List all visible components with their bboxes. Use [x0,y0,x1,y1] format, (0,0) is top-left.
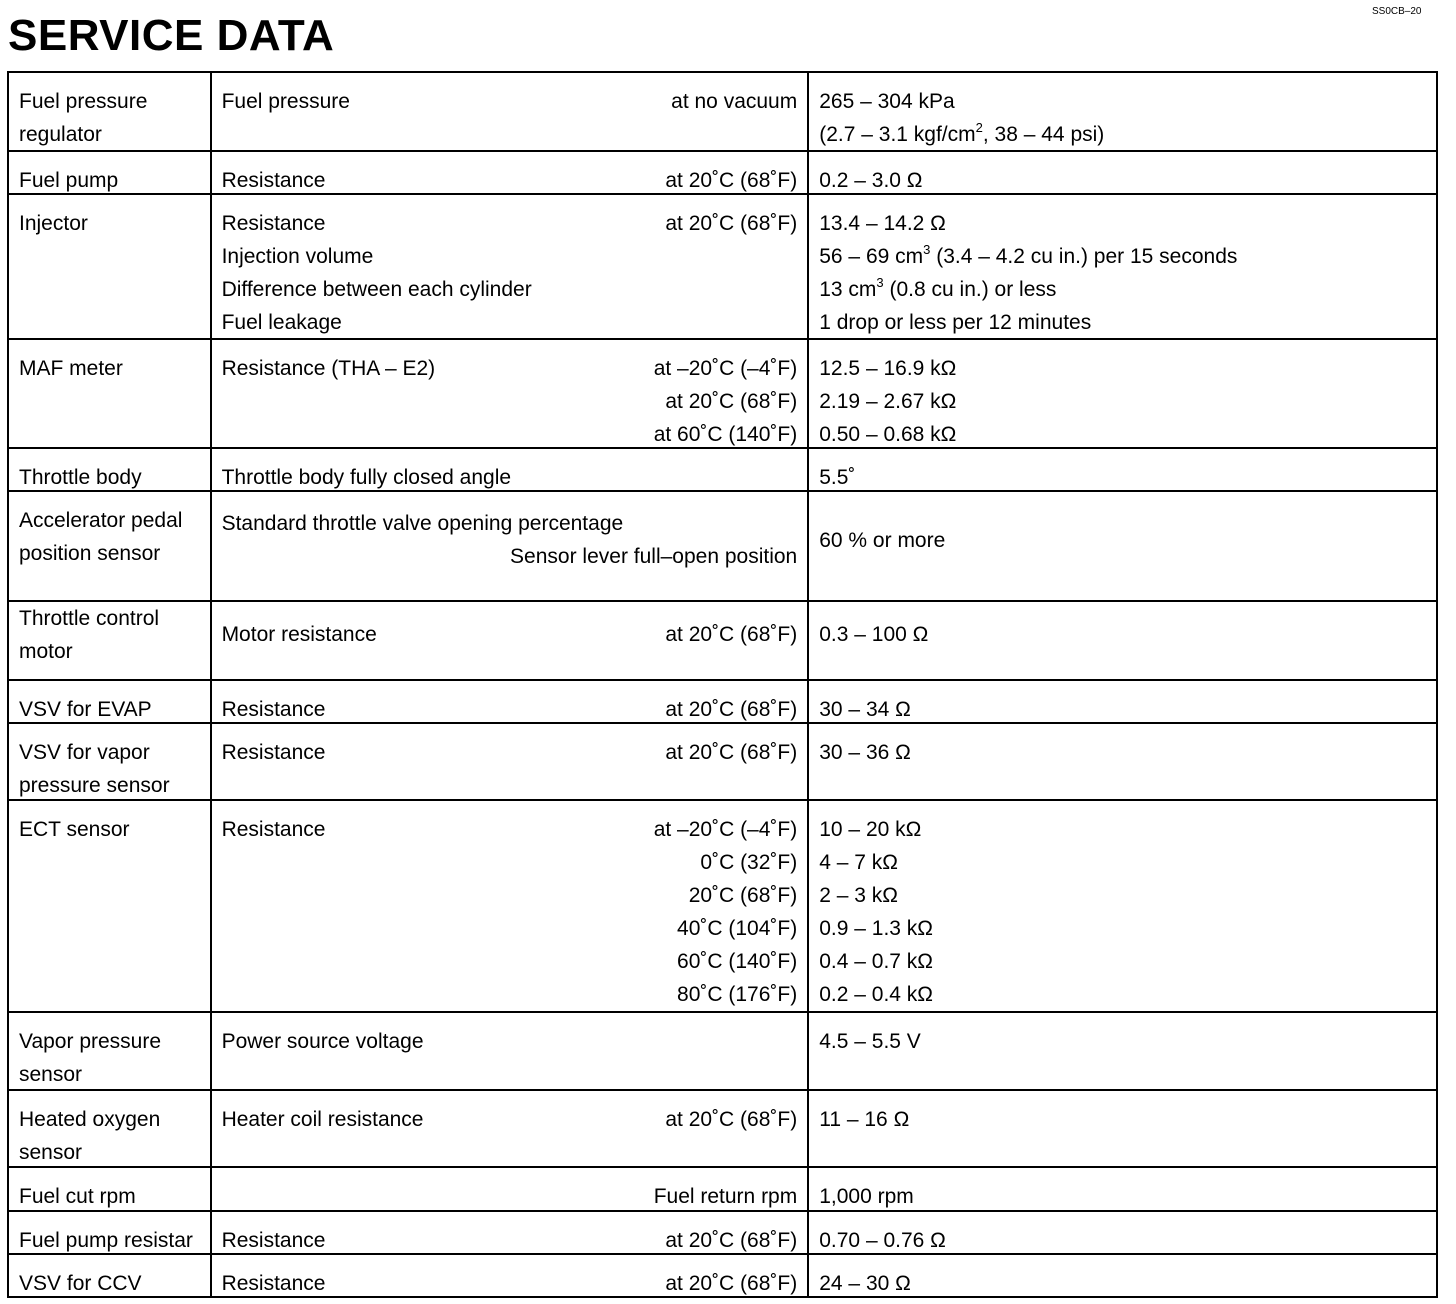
spec-cell [808,491,1437,601]
spec-text: 56 – 69 cm [819,245,924,268]
component-line: Accelerator pedal [19,509,183,532]
spec-cell [808,1012,1437,1090]
spec-value: 265 – 304 kPa [819,90,955,113]
spec-text: (0.8 cu in.) or less [883,278,1057,301]
item-cell [211,194,809,339]
item-line [222,1058,798,1091]
spec-cell [808,723,1437,800]
spec-value: 60 % or more [819,528,946,552]
item-cell [211,1012,809,1090]
component-line: VSV for CCV [19,1272,142,1295]
component-cell [8,723,211,800]
component-line: sensor [19,1063,83,1086]
component-label [9,1255,210,1296]
component-cell [8,680,211,723]
spec-block [809,801,1436,1011]
condition-label: at 20˚C (68˚F) [665,1229,798,1252]
spec-block [809,73,1436,150]
component-label [9,449,210,490]
component-line: Fuel pump resistar [19,1229,193,1252]
item-cell [211,601,809,680]
spec-value: 4 – 7 kΩ [819,851,898,874]
item-line [222,1267,798,1300]
condition-label: at –20˚C (–4˚F) [653,818,798,841]
spec-value: 5.5˚ [819,466,856,489]
component-line: Injector [19,212,88,235]
component-label [9,492,210,600]
item-line [222,461,798,494]
spec-value: 11 – 16 Ω [819,1108,910,1131]
item-label: Motor resistance [221,623,377,646]
component-cell [8,1254,211,1297]
item-label: Resistance [221,741,326,764]
item-block [212,724,808,799]
component-cell [8,800,211,1012]
condition-label: at 20˚C (68˚F) [665,698,798,721]
item-line [222,1136,798,1169]
component-cell [8,194,211,339]
item-line [222,207,798,240]
item-label: Fuel leakage [221,311,342,334]
component-line: Fuel cut rpm [19,1185,136,1208]
item-line [222,418,798,451]
spec-value [819,118,1426,151]
component-line: Vapor pressure [19,1030,162,1053]
item-block [212,1091,808,1166]
table-row [8,1090,1437,1167]
spec-cell [808,1211,1437,1254]
item-label: Resistance [221,169,326,192]
item-block [212,602,808,667]
item-cell [211,491,809,601]
condition-label: 20˚C (68˚F) [688,884,798,907]
item-label: Resistance [221,1229,326,1252]
item-label: Fuel pressure [221,90,350,113]
spec-cell [808,151,1437,194]
item-cell [211,339,809,448]
spec-value: 0.50 – 0.68 kΩ [819,423,957,446]
component-line: VSV for EVAP [19,698,152,721]
table-row [8,723,1437,800]
item-block [212,681,808,722]
item-block [212,152,808,193]
item-block [212,195,808,338]
item-cell [211,1167,809,1211]
component-line: regulator [19,123,102,146]
item-label: Resistance [221,1272,326,1295]
component-label [9,1212,210,1253]
item-line [222,352,798,385]
spec-cell [808,1254,1437,1297]
spec-block [809,492,1436,588]
spec-cell [808,1167,1437,1211]
component-label [9,1013,210,1089]
component-label [9,681,210,722]
spec-value: 0.70 – 0.76 Ω [819,1229,946,1252]
spec-cell [808,601,1437,680]
item-block [212,340,808,447]
condition-label: Fuel return rpm [653,1185,798,1208]
spec-value: 2.19 – 2.67 kΩ [819,390,957,413]
component-label [9,1168,210,1210]
component-label [9,73,210,150]
spec-text: 13 cm [819,278,877,301]
spec-value: 2 – 3 kΩ [819,884,898,907]
item-line [222,945,798,978]
item-cell [211,1090,809,1167]
component-label [9,801,210,1011]
spec-value [819,240,1426,273]
spec-value: 0.9 – 1.3 kΩ [819,917,934,940]
spec-value: 0.4 – 0.7 kΩ [819,950,934,973]
table-row [8,151,1437,194]
item-label: Power source voltage [221,1030,424,1053]
component-line: VSV for vapor [19,741,150,764]
item-line [222,540,798,573]
item-line [222,813,798,846]
spec-cell [808,448,1437,491]
item-label: Standard throttle valve opening percentage [221,512,624,535]
spec-value: 30 – 34 Ω [819,698,911,721]
item-block [212,449,808,490]
component-label [9,340,210,447]
spec-text: , 38 – 44 psi) [982,123,1105,146]
spec-block [809,681,1436,722]
spec-value [819,273,1426,306]
spec-superscript: 3 [876,275,884,290]
component-cell [8,1090,211,1167]
item-line [222,85,798,118]
spec-value: 4.5 – 5.5 V [819,1030,921,1053]
component-label [9,152,210,193]
spec-block [809,1168,1436,1210]
component-line: MAF meter [19,357,123,380]
item-line [222,306,798,339]
condition-label: at –20˚C (–4˚F) [653,357,798,380]
item-label: Heater coil resistance [221,1108,424,1131]
item-line [222,385,798,418]
item-cell [211,800,809,1012]
item-line [222,846,798,879]
document-code: SS0CB–20 [1372,6,1422,17]
component-cell [8,491,211,601]
component-line: Throttle body [19,466,142,489]
spec-block [809,1091,1436,1166]
spec-value: 1 drop or less per 12 minutes [819,311,1092,334]
spec-block [809,1212,1436,1253]
item-block [212,1013,808,1089]
component-line: position sensor [19,542,161,565]
component-cell [8,151,211,194]
table-row [8,601,1437,680]
item-cell [211,723,809,800]
component-cell [8,1012,211,1090]
condition-label: at 20˚C (68˚F) [665,741,798,764]
condition-label: at 20˚C (68˚F) [665,169,798,192]
table-row [8,1012,1437,1090]
spec-cell [808,194,1437,339]
component-label [9,195,210,338]
spec-value: 12.5 – 16.9 kΩ [819,357,957,380]
condition-label: at 20˚C (68˚F) [665,1108,798,1131]
page-title: SERVICE DATA [8,11,335,60]
condition-label: at 20˚C (68˚F) [665,390,798,413]
spec-cell [808,72,1437,151]
spec-block [809,602,1436,667]
condition-label: 0˚C (32˚F) [700,851,798,874]
table-row [8,194,1437,339]
condition-label: at 20˚C (68˚F) [665,212,798,235]
item-cell [211,1211,809,1254]
condition-label: at 20˚C (68˚F) [665,623,798,646]
component-line: Heated oxygen [19,1108,161,1131]
component-cell [8,339,211,448]
spec-block [809,340,1436,447]
item-block [212,73,808,150]
item-line [222,273,798,306]
item-cell [211,680,809,723]
spec-text: (3.4 – 4.2 cu in.) per 15 seconds [930,245,1238,268]
condition-label: at 60˚C (140˚F) [653,423,798,446]
item-block [212,1168,808,1210]
condition-label: at no vacuum [671,90,798,113]
spec-value: 30 – 36 Ω [819,741,911,764]
spec-block [809,195,1436,338]
component-line: sensor [19,1141,83,1164]
condition-label: at 20˚C (68˚F) [665,1272,798,1295]
condition-label: 60˚C (140˚F) [677,950,798,973]
component-line: motor [19,639,73,663]
item-cell [211,448,809,491]
table-row [8,1211,1437,1254]
component-label [9,724,210,799]
table-row [8,1167,1437,1211]
item-label: Throttle body fully closed angle [221,466,512,489]
component-label [9,1091,210,1166]
spec-value: 24 – 30 Ω [819,1272,911,1295]
item-block [212,801,808,1011]
item-block [212,1212,808,1253]
item-label: Injection volume [221,245,374,268]
component-line: pressure sensor [19,774,170,797]
item-block [212,492,808,588]
table-row [8,491,1437,601]
table-row [8,680,1437,723]
item-line [222,736,798,769]
component-line: Throttle control [19,606,160,630]
spec-value: 0.3 – 100 Ω [819,623,929,646]
item-line [222,693,798,726]
table-row [8,339,1437,448]
item-line [222,1103,798,1136]
component-label [9,602,210,667]
item-cell [211,72,809,151]
item-line [222,1224,798,1257]
spec-value: 0.2 – 0.4 kΩ [819,983,934,1006]
item-block [212,1255,808,1296]
component-line: Fuel pump [19,169,119,192]
spec-value: 10 – 20 kΩ [819,818,922,841]
item-line [222,879,798,912]
spec-block [809,1255,1436,1296]
item-line [222,164,798,197]
spec-value: 1,000 rpm [819,1185,914,1208]
table-row [8,72,1437,151]
table-row [8,448,1437,491]
spec-value: 0.2 – 3.0 Ω [819,169,923,192]
component-line: Fuel pressure [19,90,148,113]
condition-label: Sensor lever full–open position [510,545,798,568]
spec-block [809,152,1436,193]
component-cell [8,1211,211,1254]
spec-text: (2.7 – 3.1 kgf/cm [819,123,976,146]
spec-block [809,449,1436,490]
item-line [222,507,798,540]
component-line: ECT sensor [19,818,130,841]
item-line [222,1025,798,1058]
item-line [222,1180,798,1213]
spec-superscript: 2 [975,120,983,135]
item-line [222,240,798,273]
spec-block [809,1013,1436,1089]
item-label: Resistance [221,818,326,841]
item-line [222,769,798,802]
spec-cell [808,1090,1437,1167]
table-row [8,800,1437,1012]
table-row [8,1254,1437,1297]
item-line [222,978,798,1011]
item-label: Difference between each cylinder [221,278,532,301]
condition-label: 40˚C (104˚F) [677,917,798,940]
item-line [222,618,798,651]
item-cell [211,1254,809,1297]
item-line [222,118,798,151]
condition-label: 80˚C (176˚F) [677,983,798,1006]
component-cell [8,601,211,680]
item-line [222,912,798,945]
spec-cell [808,339,1437,448]
component-cell [8,1167,211,1211]
spec-cell [808,680,1437,723]
spec-block [809,724,1436,799]
component-cell [8,72,211,151]
component-cell [8,448,211,491]
spec-cell [808,800,1437,1012]
spec-value: 13.4 – 14.2 Ω [819,212,946,235]
item-label: Resistance (THA – E2) [221,357,436,380]
item-label: Resistance [221,698,326,721]
spec-superscript: 3 [923,242,931,257]
item-cell [211,151,809,194]
item-label: Resistance [221,212,326,235]
service-data-table [7,71,1438,1298]
